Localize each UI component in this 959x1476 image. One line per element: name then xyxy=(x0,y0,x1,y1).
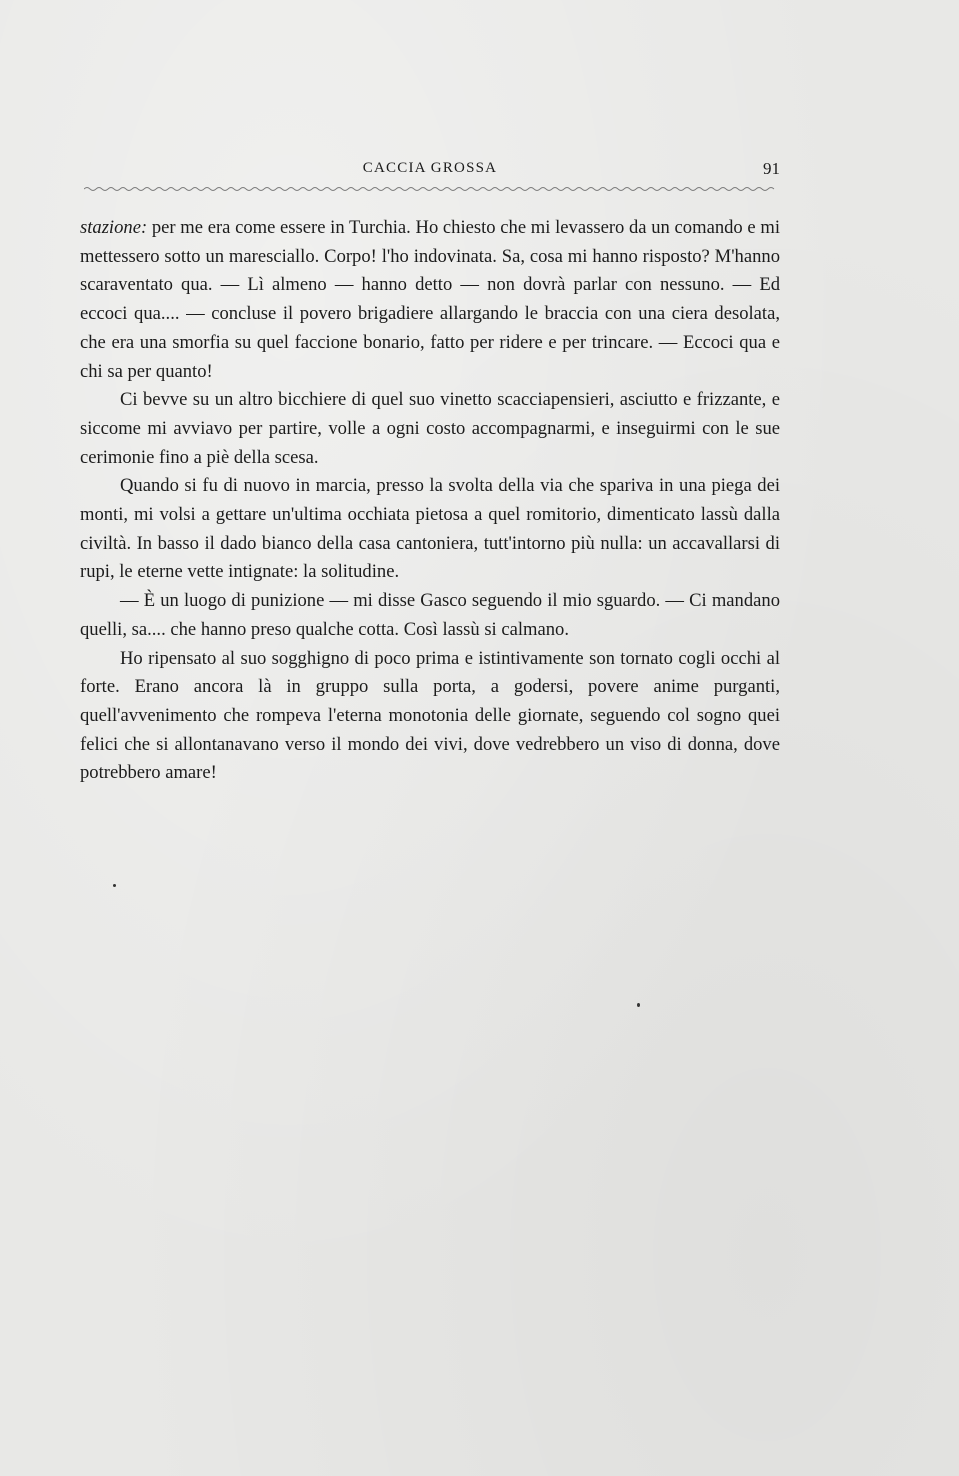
ink-speck xyxy=(637,1003,640,1007)
page-number: 91 xyxy=(763,159,780,178)
paragraph-1-italic-lead: stazione: xyxy=(80,217,148,238)
paragraph-4: — È un luogo di punizione — mi disse Gasco seguendo il mio sguardo. — Ci mandano quelli, sa.... che hanno preso qualche cotta. Così lassù si calmano. xyxy=(80,590,780,640)
running-head xyxy=(80,160,780,184)
paragraph-1-text: per me era come essere in Turchia. Ho chiesto che mi levassero da un comando e mi mettessero sotto un maresciallo. Corpo! l'ho indovinata. Sa, cosa mi hanno risposto? M'hanno scaraventato qua. — Lì almeno — hanno detto — non dovrà parlar con nessuno. — Ed eccoci qua.... — concluse il povero brigadiere allargando le braccia con una ciera desolata, che era una smorfia su quel faccione bonario, fatto per ridere e per trincare. — Eccoci qua e chi sa per quanto! xyxy=(80,217,780,382)
ink-speck xyxy=(113,884,116,887)
paragraph-3: Quando si fu di nuovo in marcia, presso la svolta della via che spariva in una piega dei monti, mi volsi a gettare un'ultima occhiata pietosa a quel romitorio, dimenticato lassù dalla civiltà. In basso il dado bianco della casa cantoniera, tutt'intorno più nulla: un accavallarsi di rupi, le eterne vette intignate: la solitudine. xyxy=(80,475,780,583)
paragraph-1 xyxy=(80,214,780,386)
body-text xyxy=(80,214,780,788)
paragraph-2: Ci bevve su un altro bicchiere di quel suo vinetto scacciapensieri, asciutto e frizzante, e siccome mi avviavo per partire, volle a ogni costo accompagnarmi, e inseguirmi con le sue cerimonie fino a piè della scesa. xyxy=(80,389,780,468)
paragraph-5: Ho ripensato al suo sogghigno di poco prima e istintivamente son tornato cogli occhi al forte. Erano ancora là in gruppo sulla porta, a godersi, povere anime purganti, quell'avvenimento che rompeva l'eterna monotonia delle giornate, seguendo col sogno quei felici che si allontanavano verso il mondo dei vivi, dove vedrebbero un viso di donna, dove potrebbero amare! xyxy=(80,647,780,784)
header-wavy-rule xyxy=(84,186,778,192)
running-title: CACCIA GROSSA xyxy=(362,160,498,176)
